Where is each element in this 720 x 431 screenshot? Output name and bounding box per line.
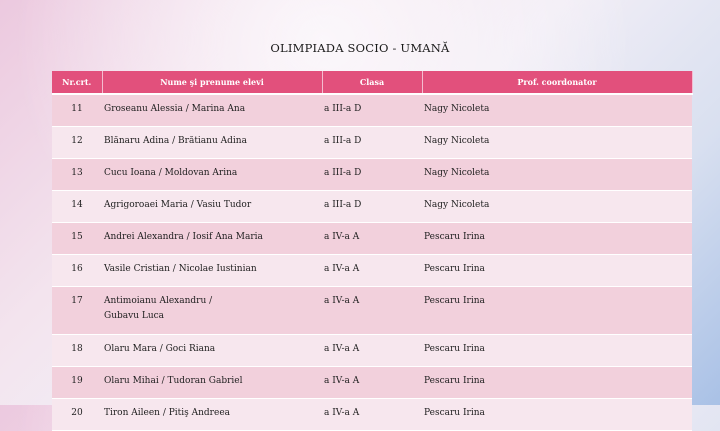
cell-name: Vasile Cristian / Nicolae Iustinian — [102, 255, 322, 287]
cell-class: a IV-a A — [322, 399, 422, 431]
cell-prof: Nagy Nicoleta — [422, 127, 692, 159]
cell-class: a III-a D — [322, 94, 422, 127]
cell-name — [102, 287, 322, 335]
participants-table — [52, 71, 693, 431]
cell-prof: Nagy Nicoleta — [422, 191, 692, 223]
cell-class: a III-a D — [322, 159, 422, 191]
cell-nr: 11 — [52, 94, 102, 127]
cell-prof: Pescaru Irina — [422, 255, 692, 287]
cell-nr: 20 — [52, 399, 102, 431]
cell-nr: 15 — [52, 223, 102, 255]
cell-name-line1: Antimoianu Alexandru / — [104, 296, 213, 306]
table-row — [52, 255, 692, 287]
header-name: Nume şi prenume elevi — [102, 71, 322, 94]
cell-prof: Pescaru Irina — [422, 223, 692, 255]
table-header-row — [52, 71, 692, 94]
cell-prof: Pescaru Irina — [422, 399, 692, 431]
cell-class: a IV-a A — [322, 287, 422, 335]
cell-name: Groseanu Alessia / Marina Ana — [102, 94, 322, 127]
cell-prof: Nagy Nicoleta — [422, 94, 692, 127]
cell-nr: 18 — [52, 335, 102, 367]
cell-prof: Pescaru Irina — [422, 287, 692, 335]
cell-name: Agrigoroaei Maria / Vasiu Tudor — [102, 191, 322, 223]
table-row — [52, 94, 692, 127]
table-row — [52, 335, 692, 367]
cell-prof: Pescaru Irina — [422, 367, 692, 399]
cell-name-line2: Gubavu Luca — [104, 311, 165, 321]
cell-name: Andrei Alexandra / Iosif Ana Maria — [102, 223, 322, 255]
header-nr: Nr.crt. — [52, 71, 102, 94]
table-row — [52, 287, 692, 335]
table-row — [52, 127, 692, 159]
cell-class: a IV-a A — [322, 223, 422, 255]
header-prof: Prof. coordonator — [422, 71, 692, 94]
cell-name: Cucu Ioana / Moldovan Arina — [102, 159, 322, 191]
cell-class: a IV-a A — [322, 367, 422, 399]
table-row — [52, 191, 692, 223]
page-title: OLIMPIADA SOCIO - UMANĂ — [270, 41, 450, 55]
cell-class: a IV-a A — [322, 335, 422, 367]
header-class: Clasa — [322, 71, 422, 94]
cell-nr: 14 — [52, 191, 102, 223]
table-row — [52, 159, 692, 191]
cell-name: Olaru Mara / Goci Riana — [102, 335, 322, 367]
cell-nr: 17 — [52, 287, 102, 335]
cell-prof: Pescaru Irina — [422, 335, 692, 367]
table-row — [52, 223, 692, 255]
table-row — [52, 367, 692, 399]
cell-class: a III-a D — [322, 191, 422, 223]
cell-class: a III-a D — [322, 127, 422, 159]
cell-nr: 19 — [52, 367, 102, 399]
cell-name: Tiron Aileen / Pitiş Andreea — [102, 399, 322, 431]
cell-name: Olaru Mihai / Tudoran Gabriel — [102, 367, 322, 399]
cell-nr: 12 — [52, 127, 102, 159]
table-row — [52, 399, 692, 431]
cell-nr: 13 — [52, 159, 102, 191]
cell-name: Blănaru Adina / Brătianu Adina — [102, 127, 322, 159]
cell-nr: 16 — [52, 255, 102, 287]
cell-prof: Nagy Nicoleta — [422, 159, 692, 191]
cell-class: a IV-a A — [322, 255, 422, 287]
